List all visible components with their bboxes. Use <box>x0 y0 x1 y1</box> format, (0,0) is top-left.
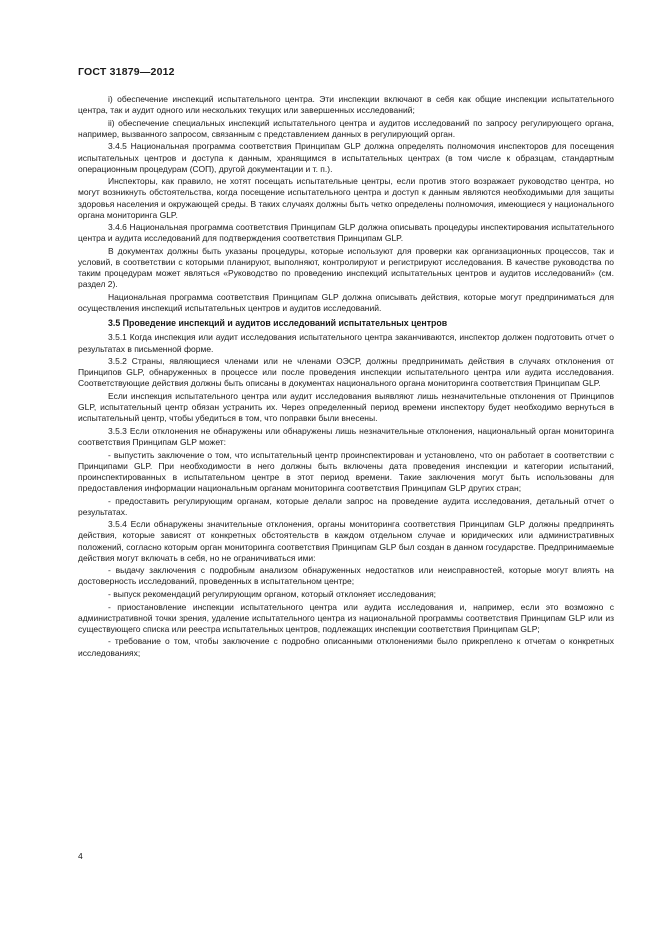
paragraph-3-5-2: 3.5.2 Страны, являющиеся членами или не членами ОЭСР, должны предпринимать действия в случаях отклонения от Принципов GLP, обнаруженных в процессе или после проведения инспекции испытательного центра или аудита исследования. Соответствующие действия должны быть описаны в документах национального органа мониторинга соответствия Принципам GLP. <box>78 356 614 389</box>
paragraph-documents: В документах должны быть указаны процедуры, которые используют для проверки как организационных процессов, так и условий, в соответствии с которыми планируют, выполняют, контролируют и регистрируют исследования. В качестве руководства по таким процедурам может являться «Руководство по проведению инспекций испытательных центров и аудитов исследований» (см. раздел 2). <box>78 245 614 290</box>
list-item-requirement: - требование о том, чтобы заключение с подробно описанными отклонениями было прикреплено к отчетам о конкретных исследованиях; <box>78 636 614 658</box>
page-number: 4 <box>78 851 83 861</box>
document-body <box>78 94 614 660</box>
paragraph-3-5-1: 3.5.1 Когда инспекция или аудит исследования испытательного центра заканчиваются, инспектор должен подготовить отчет о результатах в письменной форме. <box>78 332 614 354</box>
list-item-detailed-report: - предоставить регулирующим органам, которые делали запрос на проведение аудита исследования, детальный отчет о результатах. <box>78 495 614 517</box>
paragraph-3-5-4: 3.5.4 Если обнаружены значительные отклонения, органы мониторинга соответствия Принципам GLP должны предпринять действия, которые зависят от конкретных обстоятельств в каждом отдельном случае и юридических или административных положений, согласно которым орган мониторинга соответствия Принципам GLP был создан в данном государстве. Предпринимаемые действия могут включать в себя, но не ограничиваться ими: <box>78 519 614 563</box>
paragraph-inspectors: Инспекторы, как правило, не хотят посещать испытательные центры, если против этого возражает руководство центра, но могут возникнуть обстоятельства, когда посещение испытательного центра и доступ к данным являются необходимыми для защиты здоровья населения и окружающей среды. В таких случаях должны быть четко определены полномочия, имеющиеся у национального органа мониторинга GLP. <box>78 176 614 220</box>
list-item-issue-statement: - выпустить заключение о том, что испытательный центр проинспектирован и установлено, что он работает в соответствии с Принципами GLP. При необходимости в него должны быть включены дата проведения инспекции и категории испытаний, проинспектированных в испытательном центре в этот период времени. Такие заключения могут быть использованы для предоставления информации национальным органам мониторинга соответствия Принципам GLP других стран; <box>78 449 614 494</box>
paragraph-national-program: Национальная программа соответствия Принципам GLP должна описывать действия, которые могут предприниматься для осуществления инспекций испытательных центров и аудитов исследований. <box>78 292 614 314</box>
paragraph-ii: ii) обеспечение специальных инспекций испытательного центра и аудитов исследований по запросу регулирующего органа, например, вызванного запросом, связанным с представлением данных в регулирующий орган. <box>78 117 614 139</box>
list-item-suspension: - приостановление инспекции испытательного центра или аудита исследования и, например, если это возможно с административной точки зрения, удаление испытательного центра из национальной программы соответствия Принципам GLP или из существующего списка или реестра испытательных центров, подлежащих инспекции соответствия Принципам GLP; <box>78 601 614 634</box>
paragraph-3-4-5: 3.4.5 Национальная программа соответствия Принципам GLP должна определять полномочия инспекторов для посещения испытательных центров и доступа к данным, хранящимся в испытательных центрах (в том числе к образцам, стандартным операционным процедурам (СОП), другой документации и т. п.). <box>78 141 614 174</box>
list-item-conclusion: - выдачу заключения с подробным анализом обнаруженных недостатков или неисправностей, которые могут влиять на достоверность исследований, проведенных в испытательном центре; <box>78 565 614 587</box>
list-item-recommendations: - выпуск рекомендаций регулирующим органом, который отклоняет исследования; <box>108 589 437 600</box>
document-header: ГОСТ 31879—2012 <box>78 66 175 78</box>
paragraph-minor-deviations: Если инспекция испытательного центра или аудит исследования выявляют лишь незначительные отклонения от Принципов GLP, испытательный центр обязан устранить их. Через определенный период времени инспектору будет необходимо вернуться в испытательный центр, чтобы убедиться в том, что поправки были внесены. <box>78 391 614 424</box>
paragraph-i: i) обеспечение инспекций испытательного центра. Эти инспекции включают в себя как общие инспекции испытательного центра, так и аудит одного или нескольких текущих или завершенных исследований; <box>78 94 614 116</box>
paragraph-3-5-3: 3.5.3 Если отклонения не обнаружены или обнаружены лишь незначительные отклонения, национальный орган мониторинга соответствия Принципам GLP может: <box>78 425 614 448</box>
section-heading-3-5: 3.5 Проведение инспекций и аудитов исследований испытательных центров <box>108 318 448 329</box>
paragraph-3-4-6: 3.4.6 Национальная программа соответствия Принципам GLP должна описывать процедуры инспектирования испытательного центра и аудита исследований для подтверждения соответствия Принципам GLP. <box>78 222 614 244</box>
